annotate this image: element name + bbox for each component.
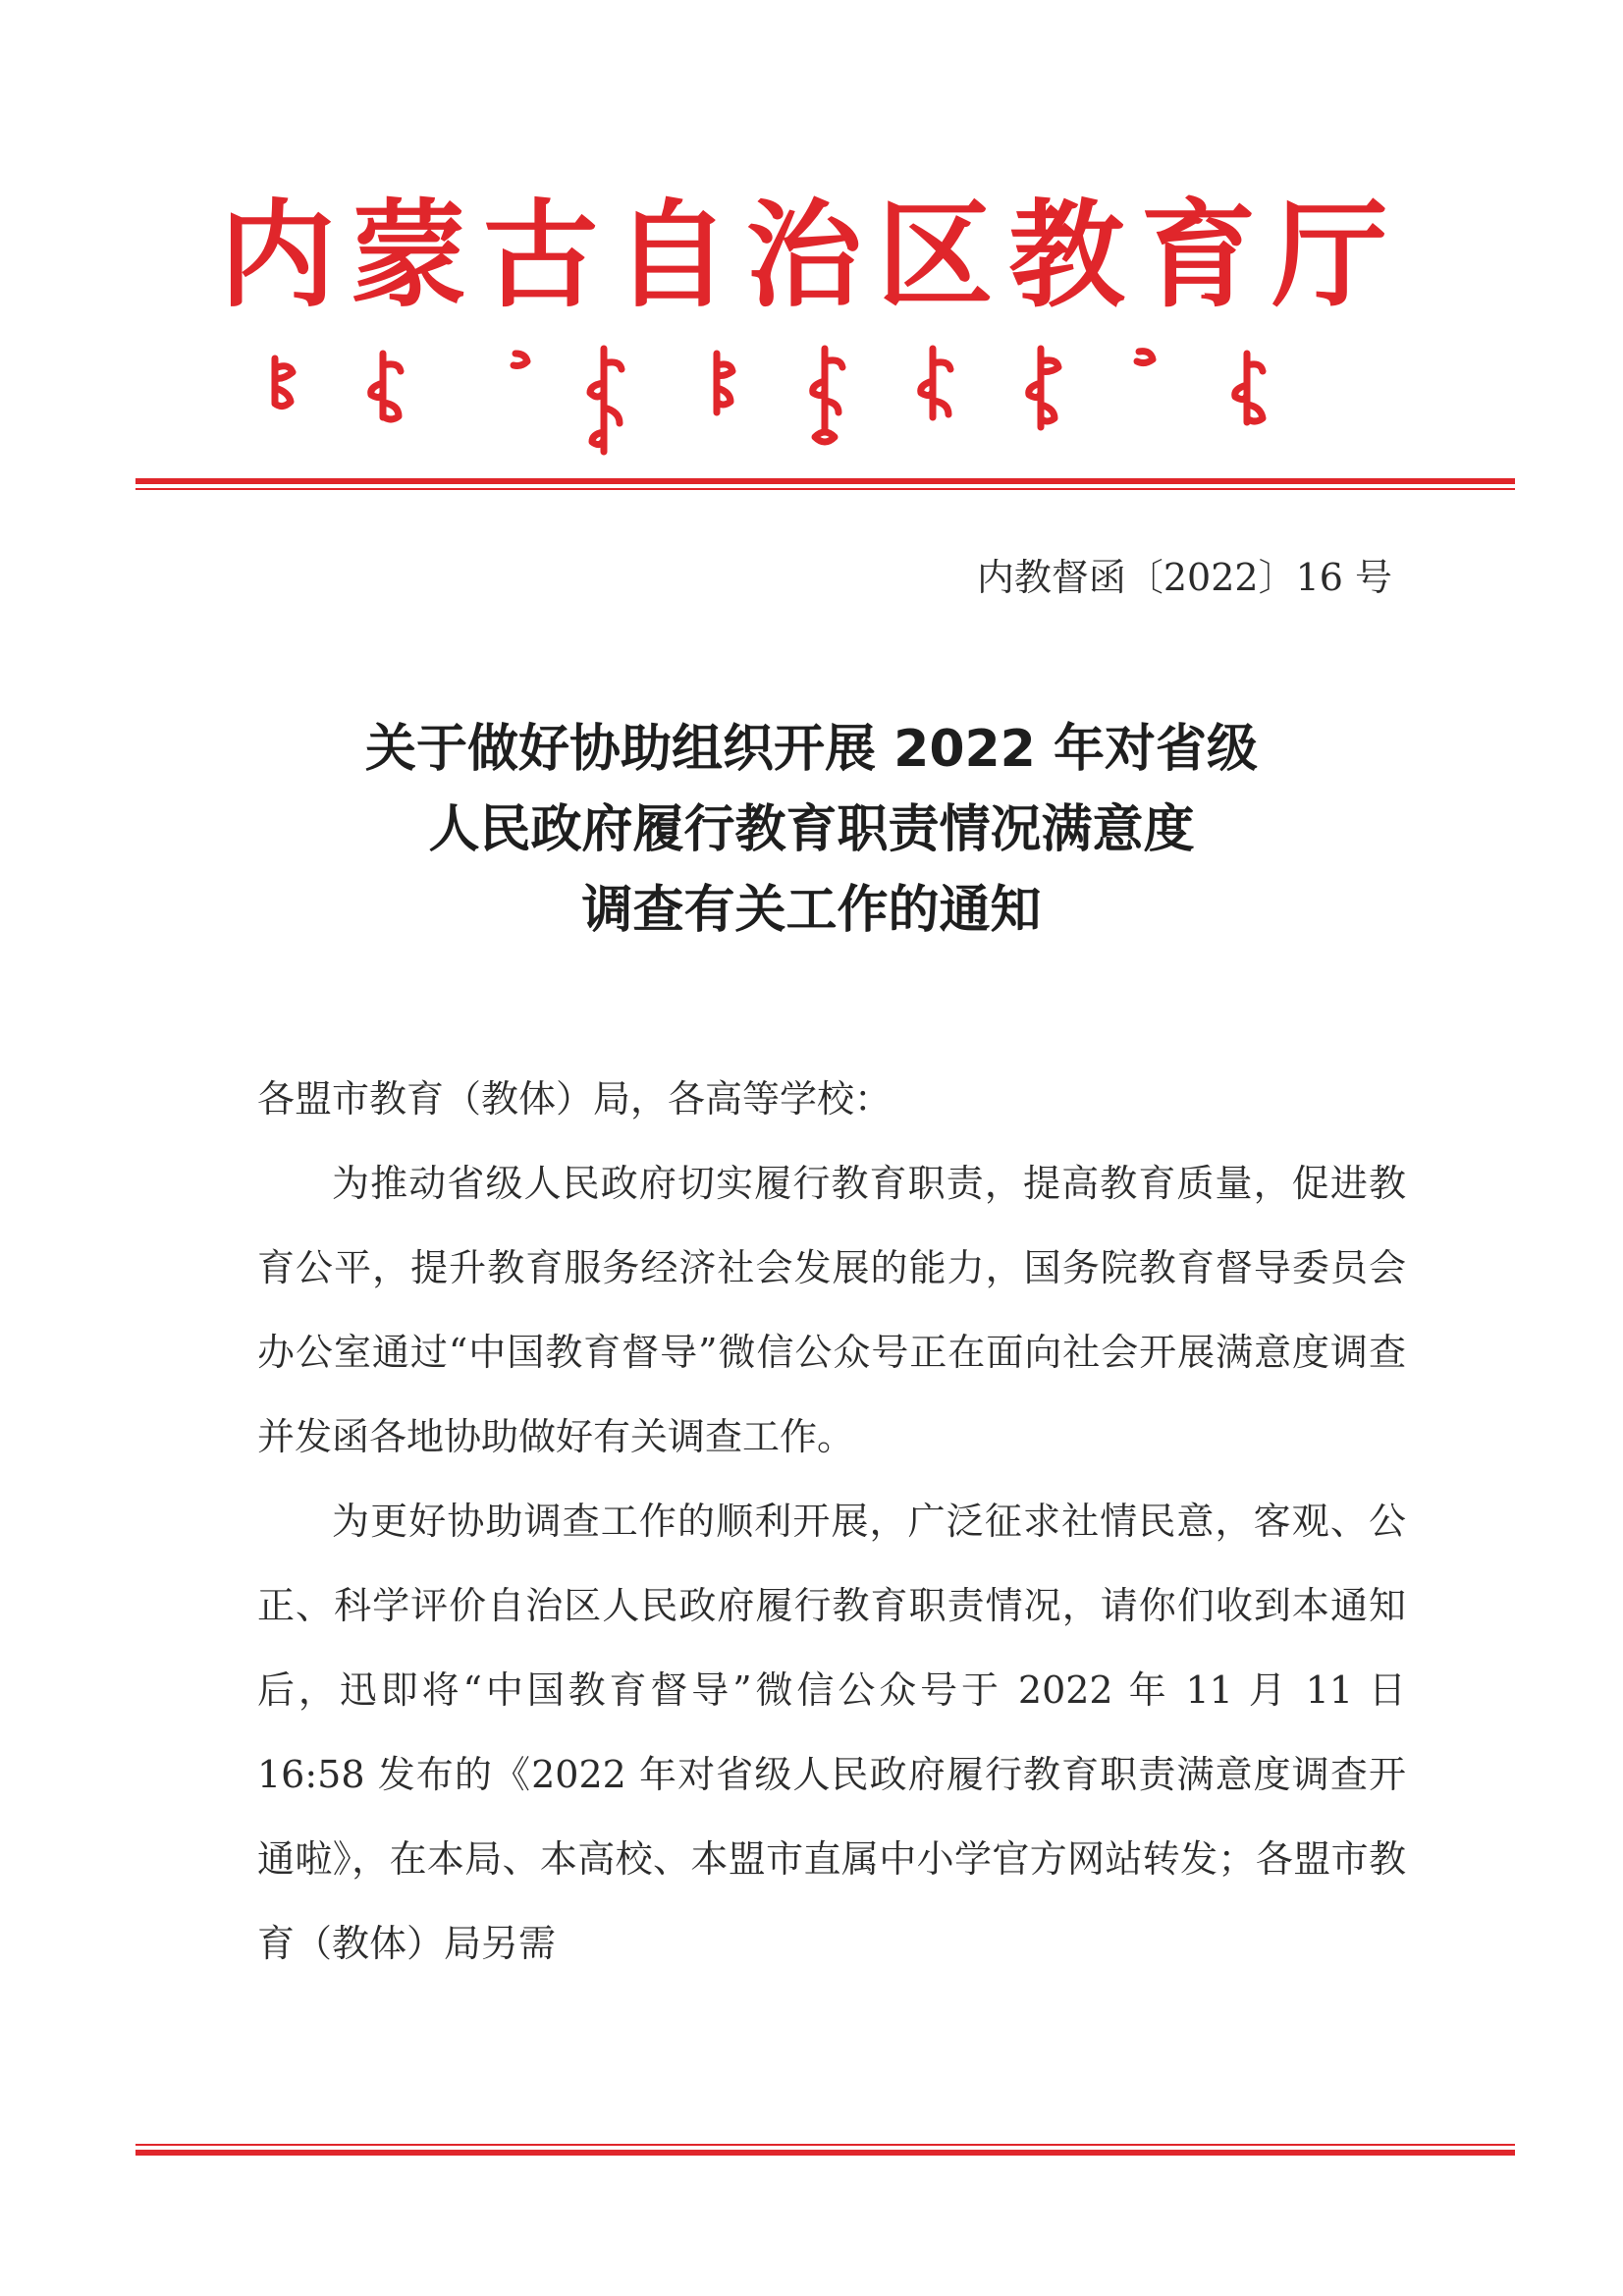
header-divider bbox=[135, 478, 1515, 490]
mongolian-script-graphic bbox=[265, 344, 1404, 462]
mongolian-script-heading bbox=[265, 344, 1404, 462]
document-title-line-3: 调查有关工作的通知 bbox=[581, 881, 1042, 940]
header-divider-thick-line bbox=[135, 478, 1515, 484]
document-body bbox=[257, 1057, 1406, 1986]
header-divider-thin-line bbox=[135, 488, 1515, 490]
body-paragraph-1: 为推动省级人民政府切实履行教育职责，提高教育质量，促进教育公平，提升教育服务经济社会发展的能力，国务院教育督导委员会办公室通过“中国教育督导”微信公众号正在面向社会开展满意度调查并发函各地协助做好有关调查工作。 bbox=[257, 1162, 1406, 1458]
footer-divider-thick-line bbox=[135, 2150, 1515, 2156]
document-title-line-2: 人民政府履行教育职责情况满意度 bbox=[428, 800, 1195, 859]
footer-divider bbox=[135, 2144, 1515, 2156]
footer-divider-thin-line bbox=[135, 2144, 1515, 2146]
agency-name-heading: 内蒙古自治区教育厅 bbox=[219, 187, 1404, 323]
document-number: 内教督函〔2022〕16 号 bbox=[976, 556, 1392, 599]
salutation: 各盟市教育（教体）局，各高等学校： bbox=[257, 1077, 893, 1121]
document-title-line-1: 关于做好协助组织开展 2022 年对省级 bbox=[365, 720, 1258, 779]
document-title bbox=[0, 709, 1623, 951]
body-paragraph-2: 为更好协助调查工作的顺利开展，广泛征求社情民意，客观、公正、科学评价自治区人民政府履行教育职责情况，请你们收到本通知后，迅即将“中国教育督导”微信公众号于 2022 年 11 月 11 日 16:58 发布的《2022 年对省级人民政府履行教育职责满意度调查开通啦》，在本局、本高校、本盟市直属中小学官方网站转发；各盟市教育（教体）局另需 bbox=[257, 1500, 1406, 1965]
